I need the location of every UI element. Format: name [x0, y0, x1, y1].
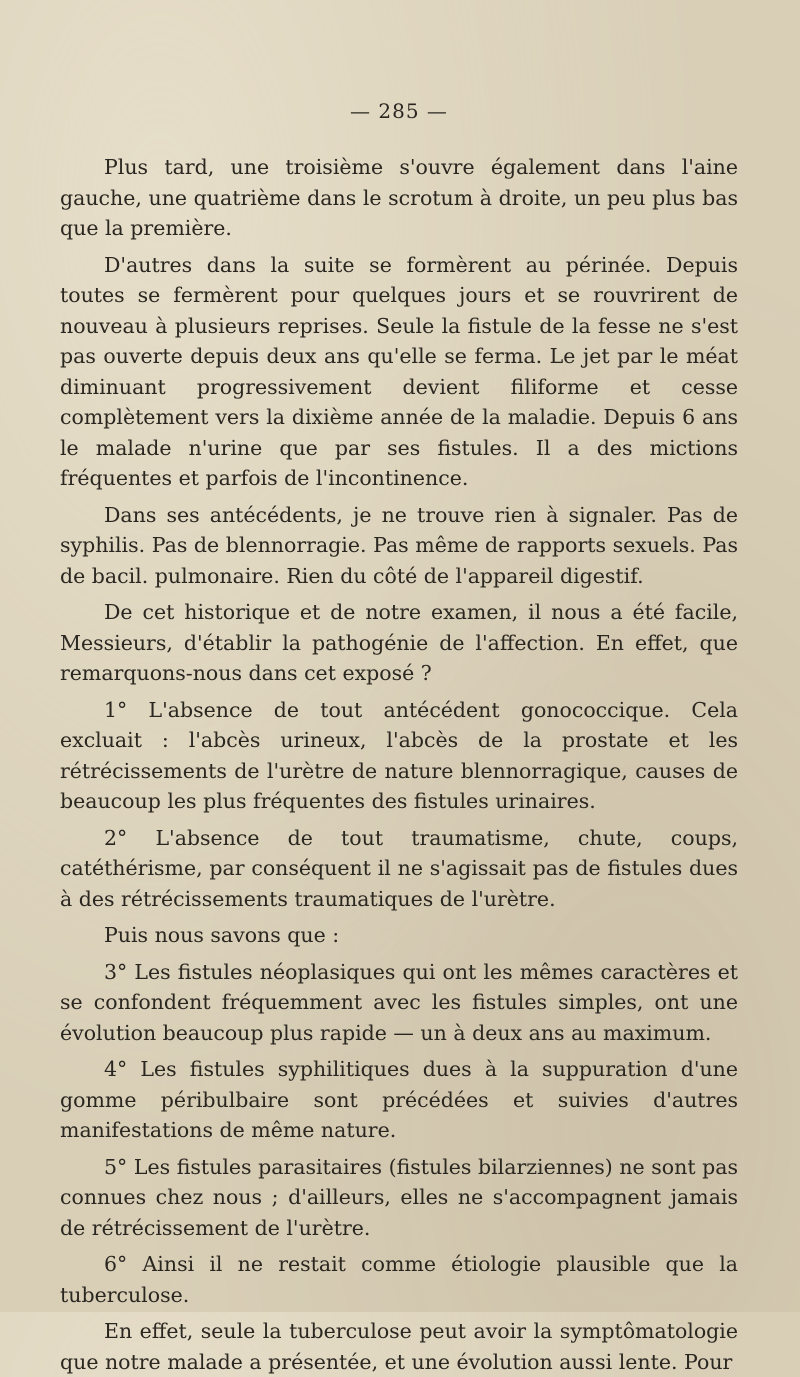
paragraph-4: De cet historique et de notre examen, il nous a été facile, Messieurs, d'établir la pathogénie de l'affection. En effet, que remarquons-nous dans cet exposé ? — [60, 600, 738, 685]
paragraph-10: 5° Les fistules parasitaires (fistules bilarziennes) ne sont pas connues chez nous ; d'ailleurs, elles ne s'accompagnent jamais de rétrécissement de l'urètre. — [60, 1154, 738, 1240]
paragraph-3: Dans ses antécédents, je ne trouve rien à signaler. Pas de syphilis. Pas de blennorragie. Pas même de rapports sexuels. Pas de bacil. pulmonaire. Rien du côté de l'appareil digestif. — [60, 502, 738, 588]
paragraph-9: 4° Les fistules syphilitiques dues à la suppuration d'une gomme péribulbaire sont précédées et suivies d'autres manifestations de même nature. — [60, 1057, 738, 1142]
paragraph-5: 1° L'absence de tout antécédent gonococcique. Cela excluait : l'abcès urineux, l'abcès de la prostate et les rétrécissements de l'urètre de nature blennorragique, causes de beaucoup les plus fréquentes des fistules urinaires. — [60, 697, 738, 813]
paragraph-11: 6° Ainsi il ne restait comme étiologie plausible que la tuberculose. — [60, 1252, 738, 1307]
paragraph-12: En effet, seule la tuberculose peut avoir la symptômatologie que notre malade a présentée, et une évolution aussi lente. Pour — [60, 1319, 738, 1374]
paragraph-2: D'autres dans la suite se formèrent au périnée. Depuis toutes se fermèrent pour quelques jours et se rouvrirent de nouveau à plusieurs reprises. Seule la fistule de la fesse ne s'est pas ouverte depuis deux ans qu'elle se ferma. Le jet par le méat diminuant progressivement devient filiforme et cesse complètement vers la dixième année de la maladie. Depuis 6 ans le malade n'urine que par ses fistules. Il a des mictions fréquentes et parfois de l'incontinence. — [60, 252, 738, 490]
page-number: — 285 — — [350, 99, 448, 123]
paragraph-1: Plus tard, une troisième s'ouvre également dans l'aine gauche, une quatrième dans le scrotum à droite, un peu plus bas que la première. — [60, 155, 738, 240]
paragraph-7: Puis nous savons que : — [104, 923, 340, 947]
paragraph-8: 3° Les fistules néoplasiques qui ont les mêmes caractères et se confondent fréquemment avec les fistules simples, ont une évolution beaucoup plus rapide — un à deux ans au maximum. — [60, 959, 738, 1045]
paragraph-6: 2° L'absence de tout traumatisme, chute, coups, catéthérisme, par conséquent il ne s'agissait pas de fistules dues à des rétrécissements traumatiques de l'urètre. — [60, 825, 738, 911]
